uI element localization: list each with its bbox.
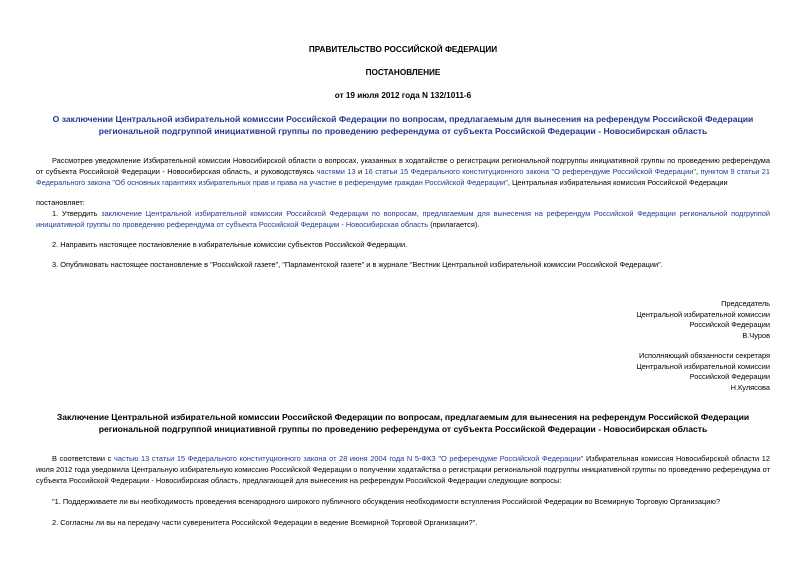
signature-name: В.Чуров [742,330,770,340]
question-1: "1. Поддерживаете ли вы необходимость проведения всенародного широкого публичного обсуждения необходимости вступления Российской Федерации во Всемирную Торговую Организацию? [52,497,721,506]
link-conclusion[interactable]: заключение Центральной избирательной комиссии Российской Федерации по вопросам, предлагаемым для вынесения на референдум Российской Федерации региональной подгруппой инициативной группы по проведению референдума от субъекта Российской Федерации - Новосибирская область [36,209,771,229]
chair-signature [550,299,770,341]
preamble-text-1: Рассмотрев уведомление Избирательной комиссии Новосибирской области о вопросах, указанных в ходатайстве о регистрации региональной подгруппы инициативной группы по проведению референдума от субъекта Российской Федерации - Новосибирская область, и руководствуясь [36,156,770,176]
document-title: О заключении Центральной избирательной комиссии Российской Федерации по вопросам, предлагаемым для вынесения на референдум Российской Федерации региональной подгруппой инициативной группы по проведению референдума от субъекта Российской Федерации - Новосибирская область [52,114,754,136]
link-part-13-article-15[interactable]: частью 13 статьи 15 Федерального конституционного закона от 28 июня 2004 года N 5-ФКЗ "О референдуме Российской Федерации" [114,454,584,463]
signature-line: Центральной избирательной комиссии [636,361,770,371]
item-2: 2. Направить настоящее постановление в избирательные комиссии субъектов Российской Федерации. [52,240,408,249]
item-1 [36,208,770,230]
preamble-text-3: , [695,167,701,176]
government-heading: ПРАВИТЕЛЬСТВО РОССИЙСКОЙ ФЕДЕРАЦИИ [308,45,498,54]
secretary-signature [550,351,770,393]
preamble-text-2: и [355,167,365,176]
signature-line: Исполняющий обязанности секретаря [639,351,770,360]
link-part-16-article-15[interactable]: 16 статьи 15 Федерального конституционного закона "О референдуме Российской Федерации" [364,167,696,176]
signature-line: Российской Федерации [689,372,770,382]
doc-type-heading: ПОСТАНОВЛЕНИЕ [365,68,441,77]
item-1-suffix: (прилагается). [428,220,480,229]
item-3: 3. Опубликовать настоящее постановление в "Российской газете", "Парламентской газете" и в журнале "Вестник Центральной избирательной комиссии Российской Федерации". [52,260,663,269]
signature-line: Российской Федерации [689,320,770,330]
preamble [36,155,770,188]
signature-line: Центральной избирательной комиссии [636,309,770,319]
signature-name: Н.Кулясова [730,382,770,392]
link-federal-law-guarantees[interactable]: пунктом 9 статьи 21 Федерального закона "Об основных гарантиях избирательных прав и права на участие в референдуме граждан Российской Федерации" [36,167,771,187]
conclusion-text-1: В соответствии с [52,454,114,463]
date-number: от 19 июля 2012 года N 132/1011-6 [334,91,472,100]
link-part-13[interactable]: частями 13 [316,167,356,176]
conclusion-text-2: Избирательная комиссия Новосибирской области 12 июля 2012 года уведомила Центральную избирательную комиссию Российской Федерации о получении ходатайства о регистрации региональной подгруппы инициативной группы по проведению референдума от субъекта Российской Федерации - Новосибирская область, предлагающей для вынесения на референдум Российской Федерации следующие вопросы: [36,454,770,485]
preamble-text-4: , Центральная избирательная комиссия Российской Федерации [507,178,728,187]
item-1-text: 1. Утвердить [52,209,102,218]
signature-line: Председатель [721,299,770,308]
resolves-label: постановляет: [36,198,85,207]
question-2: 2. Согласны ли вы на передачу части суверенитета Российской Федерации в ведение Всемирной Торговой Организации?". [52,518,478,527]
conclusion-body [36,453,770,486]
conclusion-title: Заключение Центральной избирательной комиссии Российской Федерации по вопросам, предлагаемым для вынесения на референдум Российской Федерации региональной подгруппой инициативной группы по проведению референдума от субъекта Российской Федерации - Новосибирская область [56,412,750,434]
